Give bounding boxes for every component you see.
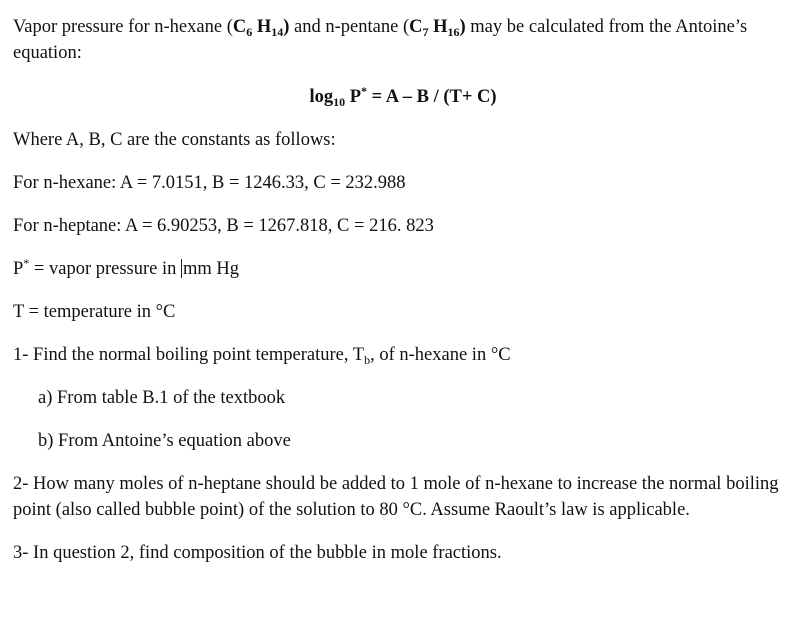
heptane-constants: For n-heptane: A = 6.90253, B = 1267.818, C = 216. 823 [13, 216, 434, 236]
temperature-definition: T = temperature in °C [13, 302, 176, 322]
where-line: Where A, B, C are the constants as follows: [13, 130, 336, 150]
text-cursor [181, 259, 182, 278]
intro-text: may be calculated from the Antoine’s equation: [13, 17, 748, 63]
hexane-constants: For n-hexane: A = 7.0151, B = 1246.33, C = 232.988 [13, 173, 406, 193]
intro-text: Vapor pressure for n-hexane ( [13, 17, 233, 37]
intro-text: and n-pentane ( [289, 17, 410, 37]
question-2: 2- How many moles of n-heptane should be added to 1 mole of n-hexane to increase the normal boiling point (also called bubble point) of the solution to 80 °C. Assume Raoult’s law is applicable. [13, 474, 779, 520]
pentane-formula: $C_7$ $H_{16}$) [409, 17, 466, 39]
question-1: 1- Find the normal boiling point temperature, $T_b$, of n-hexane in °C [13, 345, 511, 367]
question-3: 3- In question 2, find composition of the bubble in mole fractions. [13, 543, 502, 563]
question-1a: a) From table B.1 of the textbook [38, 388, 286, 408]
antoine-equation: $\log_{10} P^* = A - B / (T+ C)$ [309, 84, 497, 109]
pstar-definition[interactable]: P* = vapor pressure in mm Hg [13, 256, 240, 279]
hexane-formula: $C_6$ $H_{14}$) [232, 17, 290, 39]
intro-paragraph [13, 14, 783, 66]
question-1b: b) From Antoine’s equation above [38, 431, 291, 451]
document-body [13, 14, 783, 566]
